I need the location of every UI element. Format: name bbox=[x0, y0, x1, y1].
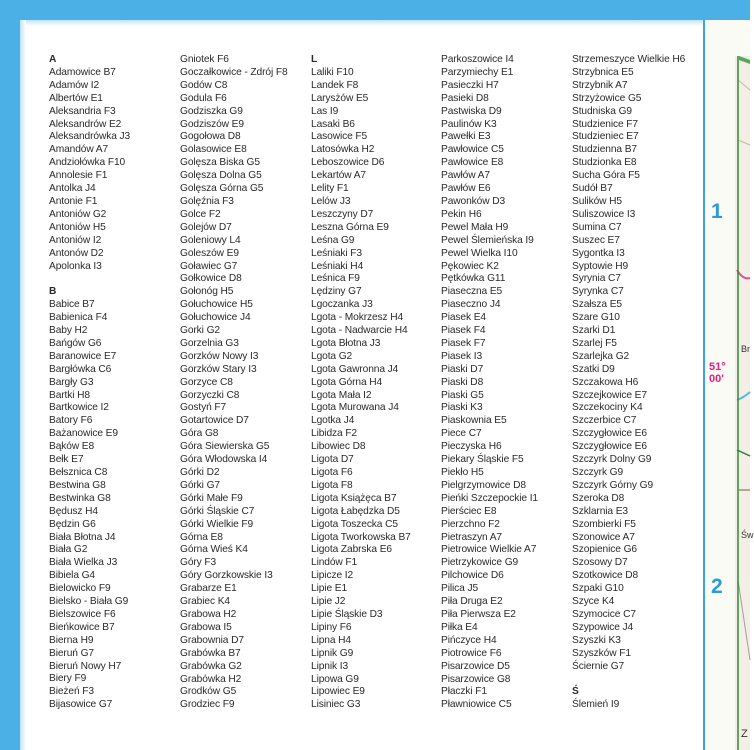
index-entry: Golęsza Górna G5 bbox=[180, 183, 264, 195]
index-entry: Pawełki E3 bbox=[441, 131, 491, 143]
index-entry: Górki Śląskie C7 bbox=[180, 505, 255, 517]
index-entry: Biała Błotna J4 bbox=[49, 531, 116, 543]
index-entry: Ligota D7 bbox=[311, 454, 354, 466]
index-entry: Szyce K4 bbox=[572, 596, 615, 608]
latitude-label bbox=[709, 361, 726, 385]
index-entry: Libowiec D8 bbox=[311, 441, 366, 453]
index-entry: Pawłowice E8 bbox=[441, 157, 504, 169]
index-entry: Lgotka J4 bbox=[311, 415, 355, 427]
index-entry: Strzybnik A7 bbox=[572, 79, 628, 91]
index-entry: Pisarzowice D5 bbox=[441, 660, 510, 672]
index-entry: Lgota Murowana J4 bbox=[311, 402, 399, 414]
index-entry: Goleszów E9 bbox=[180, 247, 239, 259]
index-entry: Syptowie H9 bbox=[572, 260, 629, 272]
index-entry: Będusz H4 bbox=[49, 505, 98, 517]
index-entry: Studniska G9 bbox=[572, 105, 632, 117]
index-entry: Piasek I3 bbox=[441, 350, 483, 362]
index-entry: Sygontka I3 bbox=[572, 247, 625, 259]
index-entry: Będzin G6 bbox=[49, 518, 96, 530]
index-entry: Bieżeń F3 bbox=[49, 686, 94, 698]
index-entry: Landek F8 bbox=[311, 79, 359, 91]
index-entry: Lgota Górna H4 bbox=[311, 376, 383, 388]
index-entry: Annolesie F1 bbox=[49, 170, 108, 182]
index-column-1 bbox=[49, 54, 130, 712]
map-fragment-label: Św bbox=[741, 530, 754, 540]
index-entry: Pastwiska D9 bbox=[441, 105, 502, 117]
index-entry: Lipna H4 bbox=[311, 634, 351, 646]
latitude-degrees: 51° bbox=[709, 361, 726, 373]
index-entry: Grabówka G2 bbox=[180, 660, 242, 672]
index-entry: Leszczyny D7 bbox=[311, 208, 374, 220]
index-entry: Lipowa G9 bbox=[311, 673, 359, 685]
index-entry: Bąków E8 bbox=[49, 441, 95, 453]
index-entry: Grabowa I5 bbox=[180, 621, 232, 633]
index-entry: Gniotek F6 bbox=[180, 54, 229, 65]
index-entry: Pawłów A7 bbox=[441, 170, 490, 182]
index-entry: Albertów E1 bbox=[49, 92, 103, 104]
index-entry: Piaskownia E5 bbox=[441, 415, 507, 427]
index-entry: Bargłówka C6 bbox=[49, 363, 112, 375]
index-entry: Pękowiec K2 bbox=[441, 260, 499, 272]
latitude-minutes: 00' bbox=[709, 373, 724, 385]
index-entry: Goławiec G7 bbox=[180, 260, 238, 272]
index-entry: Pewel Wielka I10 bbox=[441, 247, 518, 259]
index-entry: Leszna Górna E9 bbox=[311, 221, 389, 233]
index-entry: Pasieki D8 bbox=[441, 92, 489, 104]
index-entry: Bieruń G7 bbox=[49, 647, 94, 659]
index-entry: Ligota Toszecka C5 bbox=[311, 518, 398, 530]
index-spacer bbox=[49, 273, 130, 286]
index-entry: Szałsza E5 bbox=[572, 299, 622, 311]
index-entry: Bielsko - Biała G9 bbox=[49, 596, 129, 608]
index-entry: Baranowice E7 bbox=[49, 350, 117, 362]
index-entry: Grabowa H2 bbox=[180, 608, 237, 620]
index-entry: Lipie E1 bbox=[311, 583, 348, 595]
index-entry: Paulinów K3 bbox=[441, 118, 497, 130]
index-entry: Gorki G2 bbox=[180, 325, 220, 337]
index-entry: Antonie F1 bbox=[49, 195, 98, 207]
index-entry: Studzienice F7 bbox=[572, 118, 638, 130]
index-entry: Ligota Tworkowska B7 bbox=[311, 531, 411, 543]
index-entry: Górna E8 bbox=[180, 531, 223, 543]
index-entry: Piekary Śląskie F5 bbox=[441, 454, 524, 466]
index-entry: Leśna G9 bbox=[311, 234, 355, 246]
index-entry: Lipie J2 bbox=[311, 596, 346, 608]
index-entry: Gorzyczki C8 bbox=[180, 389, 240, 401]
index-entry: Bielszowice F6 bbox=[49, 608, 116, 620]
index-entry: Ligota F8 bbox=[311, 479, 353, 491]
index-entry: Gołkowice D8 bbox=[180, 273, 242, 285]
index-entry: Gorzyce C8 bbox=[180, 376, 233, 388]
index-entry: Sumina C7 bbox=[572, 221, 622, 233]
index-entry: Szczyrk Dolny G9 bbox=[572, 454, 652, 466]
index-entry: Grodków G5 bbox=[180, 686, 237, 698]
map-fragment-label: Z bbox=[741, 728, 748, 740]
index-entry: Libidza F2 bbox=[311, 428, 358, 440]
index-entry: Szarki D1 bbox=[572, 325, 616, 337]
index-entry: Szarlejka G2 bbox=[572, 350, 630, 362]
index-entry: Sulików H5 bbox=[572, 195, 622, 207]
index-entry: Bargły G3 bbox=[49, 376, 94, 388]
index-entry: Pekin H6 bbox=[441, 208, 482, 220]
index-letter-header: B bbox=[49, 286, 57, 298]
index-entry: Antoniów I2 bbox=[49, 234, 102, 246]
index-entry: Bestwinka G8 bbox=[49, 492, 111, 504]
index-entry: Gorzków Stary I3 bbox=[180, 363, 257, 375]
index-entry: Szarlej F5 bbox=[572, 337, 617, 349]
index-entry: Studzieniec E7 bbox=[572, 131, 639, 143]
index-entry: Pewel Ślemieńska I9 bbox=[441, 234, 534, 246]
index-entry: Lgoczanka J3 bbox=[311, 299, 373, 311]
index-entry: Grabarze E1 bbox=[180, 583, 237, 595]
index-entry: Gołuchowice J4 bbox=[180, 312, 251, 324]
index-entry: Ligota Książęca B7 bbox=[311, 492, 397, 504]
index-entry: Pasieczki H7 bbox=[441, 79, 499, 91]
index-entry: Bibiela G4 bbox=[49, 570, 96, 582]
index-entry: Gorzków Nowy I3 bbox=[180, 350, 259, 362]
index-entry: Pierściec E8 bbox=[441, 505, 497, 517]
index-entry: Piekło H5 bbox=[441, 467, 484, 478]
index-entry: Pietrzykowice G9 bbox=[441, 557, 519, 569]
index-entry: Szyszków F1 bbox=[572, 647, 631, 659]
index-entry: Góra Siewierska G5 bbox=[180, 441, 270, 453]
index-entry: Golęsza Biska G5 bbox=[180, 157, 260, 169]
index-column-4 bbox=[441, 54, 538, 712]
index-entry: Pińczyce H4 bbox=[441, 634, 497, 646]
index-entry: Gołonóg H5 bbox=[180, 286, 234, 298]
index-letter-header: L bbox=[311, 54, 318, 65]
index-entry: Babienica F4 bbox=[49, 312, 108, 324]
index-entry: Szpaki G10 bbox=[572, 583, 624, 595]
index-entry: Goczałkowice - Zdrój F8 bbox=[180, 66, 288, 78]
index-entry: Szczerbice C7 bbox=[572, 415, 637, 427]
index-entry: Ściernie G7 bbox=[572, 660, 625, 672]
index-entry: Gołuchowice H5 bbox=[180, 299, 253, 311]
index-entry: Biała G2 bbox=[49, 544, 88, 556]
index-entry: Aleksandrówka J3 bbox=[49, 131, 131, 143]
index-entry: Laliki F10 bbox=[311, 66, 354, 78]
grid-row-number-2: 2 bbox=[711, 575, 723, 598]
index-entry: Szczygłowice E6 bbox=[572, 428, 647, 440]
index-entry: Grabiec K4 bbox=[180, 596, 230, 608]
index-entry: Szyszki K3 bbox=[572, 634, 621, 646]
index-entry: Pisarzowice G8 bbox=[441, 673, 511, 685]
left-frame-shadow bbox=[20, 20, 26, 750]
index-entry: Górki G7 bbox=[180, 479, 220, 491]
index-entry: Larysżów E5 bbox=[311, 92, 369, 104]
index-entry: Lgota Błotna J3 bbox=[311, 337, 381, 349]
map-strip-graphic bbox=[705, 20, 750, 750]
index-entry: Godziszka G9 bbox=[180, 105, 243, 117]
index-entry: Lipicze I2 bbox=[311, 570, 354, 582]
index-letter-header: Ś bbox=[572, 686, 579, 698]
map-strip bbox=[705, 20, 754, 750]
index-entry: Grabówka H2 bbox=[180, 673, 242, 685]
index-entry: Lgota Gawronna J4 bbox=[311, 363, 399, 375]
index-entry: Lipnik I3 bbox=[311, 660, 349, 672]
index-entry: Bijasowice G7 bbox=[49, 699, 113, 711]
index-entry: Bieruń Nowy H7 bbox=[49, 660, 122, 672]
index-entry: Lelów J3 bbox=[311, 195, 351, 207]
index-entry: Grabówka B7 bbox=[180, 647, 241, 659]
top-frame-border bbox=[0, 0, 750, 20]
index-entry: Pietraszyn A7 bbox=[441, 531, 502, 543]
index-entry: Pętkówka G11 bbox=[441, 273, 506, 285]
index-entry: Las I9 bbox=[311, 105, 339, 117]
index-entry: Suszec E7 bbox=[572, 234, 620, 246]
index-entry: Lasaki B6 bbox=[311, 118, 355, 130]
index-entry: Pilica J5 bbox=[441, 583, 479, 595]
index-entry: Latosówka H2 bbox=[311, 144, 375, 156]
index-entry: Strzemeszyce Wielkie H6 bbox=[572, 54, 686, 65]
index-entry: Godów C8 bbox=[180, 79, 228, 91]
index-entry: Sudół B7 bbox=[572, 183, 613, 195]
index-entry: Szare G10 bbox=[572, 312, 620, 324]
index-entry: Leśniaki H4 bbox=[311, 260, 364, 272]
index-entry: Lgota - Mokrzesz H4 bbox=[311, 312, 404, 324]
index-entry: Parzymiechy E1 bbox=[441, 66, 514, 78]
index-entry: Góry Gorzkowskie I3 bbox=[180, 570, 273, 582]
index-entry: Piasek F4 bbox=[441, 325, 486, 337]
index-entry: Piła Druga E2 bbox=[441, 596, 503, 608]
index-entry: Pielgrzymowice D8 bbox=[441, 479, 526, 491]
index-entry: Godula F6 bbox=[180, 92, 227, 104]
index-entry: Piaski K3 bbox=[441, 402, 483, 414]
index-entry: Pierzchno F2 bbox=[441, 518, 500, 530]
index-entry: Golęsza Dolna G5 bbox=[180, 170, 262, 182]
index-entry: Suliszowice I3 bbox=[572, 208, 636, 220]
index-entry: Apolonka I3 bbox=[49, 260, 102, 272]
index-entry: Górki Małe F9 bbox=[180, 492, 243, 504]
index-entry: Szczakowa H6 bbox=[572, 376, 639, 388]
index-entry: Lisiniec G3 bbox=[311, 699, 361, 711]
index-entry: Bartkowice I2 bbox=[49, 402, 109, 414]
index-entry: Szosowy D7 bbox=[572, 557, 628, 569]
index-entry: Syrynka C7 bbox=[572, 286, 624, 298]
index-entry: Antoniów G2 bbox=[49, 208, 107, 220]
index-entry: Lindów F1 bbox=[311, 557, 358, 569]
index-column-2 bbox=[180, 54, 288, 712]
index-entry: Lgota Mała I2 bbox=[311, 389, 372, 401]
index-entry: Lgota - Nadwarcie H4 bbox=[311, 325, 408, 337]
index-entry: Golasowice E8 bbox=[180, 144, 247, 156]
index-entry: Baby H2 bbox=[49, 325, 88, 337]
index-entry: Gostyń F7 bbox=[180, 402, 227, 414]
index-entry: Biery F9 bbox=[49, 673, 87, 685]
index-entry: Szypowice J4 bbox=[572, 621, 634, 633]
index-entry: Ślemień I9 bbox=[572, 699, 620, 711]
index-entry: Piece C7 bbox=[441, 428, 482, 440]
index-entry: Pieczyska H6 bbox=[441, 441, 502, 453]
index-entry: Górna Wieś K4 bbox=[180, 544, 248, 556]
index-entry: Bieńkowice B7 bbox=[49, 621, 115, 633]
index-entry: Pilchowice D6 bbox=[441, 570, 504, 582]
index-entry: Golce F2 bbox=[180, 208, 221, 220]
index-letter-header: A bbox=[49, 54, 57, 65]
index-entry: Lipowiec E9 bbox=[311, 686, 365, 698]
index-entry: Lelity F1 bbox=[311, 183, 349, 195]
index-entry: Adamowice B7 bbox=[49, 66, 116, 78]
index-entry: Góra G8 bbox=[180, 428, 219, 440]
index-entry: Biała Wielka J3 bbox=[49, 557, 118, 569]
index-entry: Adamów I2 bbox=[49, 79, 100, 91]
index-entry: Gotartowice D7 bbox=[180, 415, 249, 427]
index-entry: Antoniów H5 bbox=[49, 221, 106, 233]
index-entry: Górki D2 bbox=[180, 467, 220, 478]
index-entry: Ligota F6 bbox=[311, 467, 353, 478]
index-entry: Piaski D8 bbox=[441, 376, 484, 388]
index-entry: Szczyrk G9 bbox=[572, 467, 624, 478]
index-entry: Szotkowice D8 bbox=[572, 570, 639, 582]
index-entry: Szombierki F5 bbox=[572, 518, 636, 530]
index-entry: Lekartów A7 bbox=[311, 170, 366, 182]
index-entry: Bażanowice E9 bbox=[49, 428, 118, 440]
index-entry: Bełk E7 bbox=[49, 454, 84, 466]
index-entry: Golejów D7 bbox=[180, 221, 232, 233]
index-entry: Andziołówka F10 bbox=[49, 157, 126, 169]
map-fragment-label: Br bbox=[741, 344, 750, 354]
index-entry: Piaski G5 bbox=[441, 389, 484, 401]
index-entry: Gogołowa D8 bbox=[180, 131, 241, 143]
index-entry: Ligota Łabędzka D5 bbox=[311, 505, 400, 517]
index-entry: Pawonków D3 bbox=[441, 195, 506, 207]
index-entry: Lasowice F5 bbox=[311, 131, 368, 143]
index-entry: Sucha Góra F5 bbox=[572, 170, 640, 182]
index-entry: Piasek E4 bbox=[441, 312, 486, 324]
index-entry: Grabownia D7 bbox=[180, 634, 244, 646]
index-entry: Gorzelnia G3 bbox=[180, 337, 239, 349]
index-entry: Grodziec F9 bbox=[180, 699, 235, 711]
index-entry: Szonowice A7 bbox=[572, 531, 635, 543]
index-entry: Piaseczno J4 bbox=[441, 299, 501, 311]
index-entry: Amandów A7 bbox=[49, 144, 109, 156]
index-entry: Piaski D7 bbox=[441, 363, 484, 375]
top-frame-shadow bbox=[20, 20, 750, 26]
index-entry: Szczygłowice E6 bbox=[572, 441, 647, 453]
index-entry: Piaseczna E5 bbox=[441, 286, 503, 298]
index-entry: Lipiny F6 bbox=[311, 621, 352, 633]
index-entry: Piłka E4 bbox=[441, 621, 478, 633]
index-entry: Bielowicko F9 bbox=[49, 583, 111, 595]
index-column-3 bbox=[311, 54, 411, 712]
index-entry: Pawłów E6 bbox=[441, 183, 491, 195]
index-entry: Pieńki Szczepockie I1 bbox=[441, 492, 538, 504]
index-entry: Szczejkowice E7 bbox=[572, 389, 647, 401]
index-entry: Leboszowice D6 bbox=[311, 157, 385, 169]
index-entry: Aleksandria F3 bbox=[49, 105, 116, 117]
index-entry: Góra Włodowska I4 bbox=[180, 454, 268, 466]
index-entry: Antolka J4 bbox=[49, 183, 96, 195]
index-entry: Leśniaki F3 bbox=[311, 247, 362, 259]
index-entry: Studzienna B7 bbox=[572, 144, 637, 156]
index-entry: Babice B7 bbox=[49, 299, 95, 311]
index-entry: Szymocice C7 bbox=[572, 608, 636, 620]
index-entry: Bańgów G6 bbox=[49, 337, 102, 349]
index-entry: Piła Pierwsza E2 bbox=[441, 608, 516, 620]
index-entry: Syrynia C7 bbox=[572, 273, 621, 285]
index-entry: Lipnik G9 bbox=[311, 647, 354, 659]
index-entry: Godziszów E9 bbox=[180, 118, 244, 130]
index-entry: Lgota G2 bbox=[311, 350, 353, 362]
index-entry: Szatki D9 bbox=[572, 363, 615, 375]
index-entry: Strzyżowice G5 bbox=[572, 92, 642, 104]
index-entry: Szczyrk Górny G9 bbox=[572, 479, 654, 491]
index-entry: Pietrowice Wielkie A7 bbox=[441, 544, 537, 556]
index-entry: Górki Wielkie F9 bbox=[180, 518, 254, 530]
index-entry: Antonów D2 bbox=[49, 247, 104, 259]
index-entry: Pewel Mała H9 bbox=[441, 221, 509, 233]
index-entry: Strzybnica E5 bbox=[572, 66, 634, 78]
index-entry: Piotrowice F6 bbox=[441, 647, 502, 659]
index-entry: Studzionka E8 bbox=[572, 157, 637, 169]
index-entry: Szeroka D8 bbox=[572, 492, 625, 504]
index-column-5 bbox=[572, 54, 685, 712]
index-entry: Bierna H9 bbox=[49, 634, 94, 646]
index-entry: Leśnica F9 bbox=[311, 273, 360, 285]
index-spacer bbox=[572, 674, 685, 687]
left-frame-border bbox=[0, 0, 20, 750]
index-entry: Pawłowice C5 bbox=[441, 144, 504, 156]
index-entry: Golęźnia F3 bbox=[180, 195, 234, 207]
index-entry: Bestwina G8 bbox=[49, 479, 106, 491]
index-entry: Lipie Śląskie D3 bbox=[311, 608, 383, 620]
index-entry: Batory F6 bbox=[49, 415, 93, 427]
grid-row-number-1: 1 bbox=[711, 200, 723, 223]
index-entry: Goleniowy L4 bbox=[180, 234, 241, 246]
index-entry: Piasek F7 bbox=[441, 337, 486, 349]
index-entry: Szklarnia E3 bbox=[572, 505, 628, 517]
index-entry: Ligota Zabrska E6 bbox=[311, 544, 392, 556]
index-entry: Parkoszowice I4 bbox=[441, 54, 514, 65]
index-entry: Szopienice G6 bbox=[572, 544, 637, 556]
index-entry: Góry F3 bbox=[180, 557, 217, 569]
index-entry: Bełsznica C8 bbox=[49, 466, 108, 478]
index-entry: Szczekociny K4 bbox=[572, 402, 643, 414]
index-entry: Bartki H8 bbox=[49, 389, 90, 401]
index-entry: Płaczki F1 bbox=[441, 686, 487, 698]
index-entry: Pławniowice C5 bbox=[441, 699, 512, 711]
index-entry: Lędziny G7 bbox=[311, 286, 362, 298]
index-entry: Aleksandrów E2 bbox=[49, 118, 122, 130]
